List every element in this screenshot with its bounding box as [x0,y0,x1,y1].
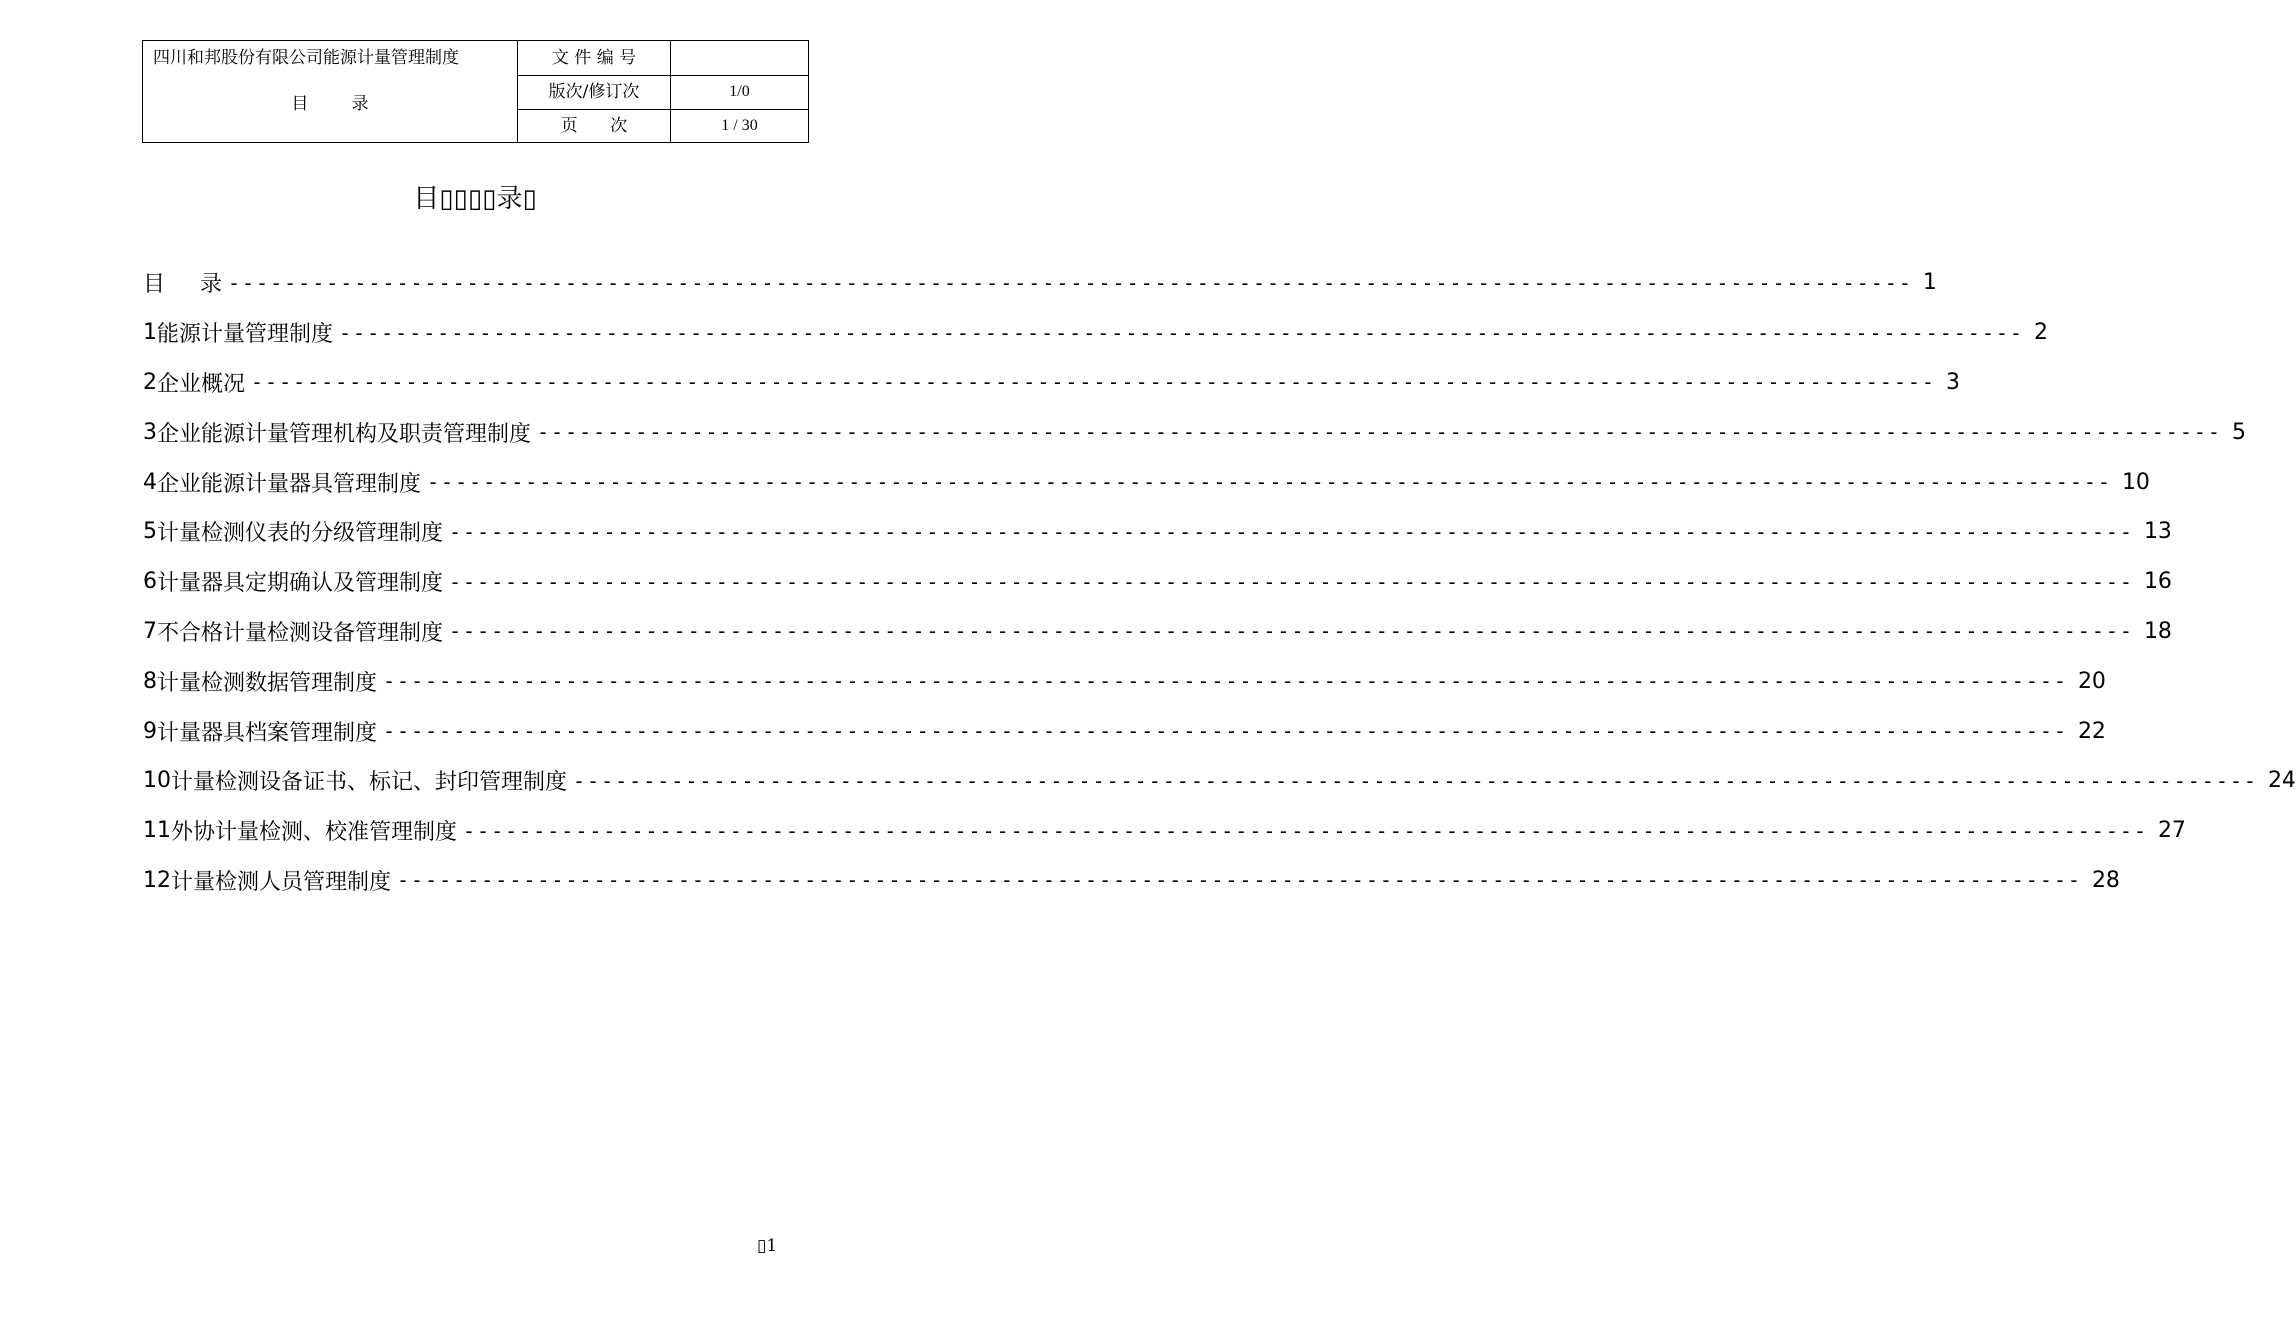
toc-entry-number: 8 [143,668,157,694]
header-value [671,41,808,75]
page-title: 目▯▯▯▯录▯ [413,184,537,214]
toc-dot-leader: ------------------------------------------------------------------------------------------------------------------------ [339,320,2024,345]
toc-entry[interactable] [143,656,2106,706]
toc-entry-number: 3 [143,419,157,445]
header-table [142,40,809,143]
header-row-revision [518,75,808,110]
toc-dot-leader: ------------------------------------------------------------------------------------------------------------------------ [383,669,2068,694]
document-title: 目 录 [291,94,369,114]
header-row-doc-number [518,41,808,76]
toc-entry-title: 计量检测仪表的分级管理制度 [157,521,444,547]
toc-entry[interactable] [143,806,2186,856]
header-border-line [808,40,809,143]
toc-entry-number: 12 [143,867,171,893]
toc-entry-number: 1 [143,320,157,346]
toc-entry[interactable] [143,258,1937,308]
toc-entry-title: 计量器具档案管理制度 [157,720,378,746]
header-value: 1 / 30 [721,117,758,134]
toc-entry[interactable] [143,507,2172,557]
toc-entry-title: 计量检测数据管理制度 [157,670,378,696]
toc-entry-number: 9 [143,718,157,744]
toc-dot-leader: ------------------------------------------------------------------------------------------------------------------------ [537,420,2222,445]
toc-entry[interactable] [143,358,1960,408]
toc-entry-title: 企业能源计量器具管理制度 [157,471,422,497]
toc-entry[interactable] [143,706,2106,756]
toc-entry[interactable] [143,457,2150,507]
toc-entry-page: 16 [2143,569,2172,595]
toc-entry-number: 11 [143,818,171,844]
toc-entry-number: 7 [143,618,157,644]
toc-entry-title: 企业概况 [157,371,246,397]
toc-entry-title: 目 录 [143,272,222,298]
toc-entry[interactable] [143,407,2246,457]
toc-entry-page: 2 [2033,320,2048,346]
toc-entry-page: 20 [2077,668,2106,694]
toc-dot-leader: ------------------------------------------------------------------------------------------------------------------------ [227,270,1913,295]
toc-entry-title: 计量检测设备证书、标记、封印管理制度 [171,770,568,796]
toc-entry-page: 13 [2143,519,2172,545]
header-label: 文 件 编 号 [518,41,671,75]
toc-dot-leader: ------------------------------------------------------------------------------------------------------------------------ [573,768,2258,793]
toc-dot-leader: ------------------------------------------------------------------------------------------------------------------------ [251,370,1936,395]
toc-entry-title: 计量检测人员管理制度 [171,869,392,895]
toc-entry[interactable] [143,756,2296,806]
toc-entry-page: 28 [2091,867,2120,893]
toc-entry-page: 3 [1945,369,1960,395]
toc-entry-title: 企业能源计量管理机构及职责管理制度 [157,421,532,447]
toc-entry-number: 4 [143,469,157,495]
toc-dot-leader: ------------------------------------------------------------------------------------------------------------------------ [397,868,2082,893]
table-of-contents [143,258,2296,905]
toc-entry-page: 5 [2231,419,2246,445]
toc-entry-number: 10 [143,768,171,794]
toc-dot-leader: ------------------------------------------------------------------------------------------------------------------------ [463,818,2148,843]
toc-dot-leader: ------------------------------------------------------------------------------------------------------------------------ [449,519,2134,544]
toc-entry[interactable] [143,308,2048,358]
toc-entry[interactable] [143,557,2172,607]
toc-entry-page: 10 [2121,469,2150,495]
toc-entry-number: 6 [143,569,157,595]
toc-dot-leader: ------------------------------------------------------------------------------------------------------------------------ [449,569,2134,594]
toc-dot-leader: ------------------------------------------------------------------------------------------------------------------------ [383,719,2068,744]
company-title: 四川和邦股份有限公司能源计量管理制度 [153,48,459,68]
toc-entry-page: 27 [2157,818,2186,844]
toc-entry-number: 5 [143,519,157,545]
toc-entry-title: 能源计量管理制度 [157,322,334,348]
header-label: 版次/修订次 [518,75,671,109]
header-label: 页 次 [518,109,671,142]
header-value: 1/0 [729,83,750,100]
toc-entry-title: 计量器具定期确认及管理制度 [157,571,444,597]
toc-entry-title: 不合格计量检测设备管理制度 [157,620,444,646]
toc-entry[interactable] [143,856,2120,906]
toc-entry-page: 24 [2267,768,2296,794]
toc-entry[interactable] [143,607,2172,657]
toc-entry-number: 2 [143,369,157,395]
toc-entry-page: 1 [1922,270,1937,296]
toc-dot-leader: ------------------------------------------------------------------------------------------------------------------------ [449,619,2134,644]
toc-entry-page: 18 [2143,618,2172,644]
header-left-cell [143,41,518,142]
page-number: ▯1 [757,1236,778,1256]
toc-dot-leader: ------------------------------------------------------------------------------------------------------------------------ [427,470,2112,495]
toc-entry-title: 外协计量检测、校准管理制度 [171,820,458,846]
toc-entry-page: 22 [2077,718,2106,744]
header-row-page [518,109,808,142]
